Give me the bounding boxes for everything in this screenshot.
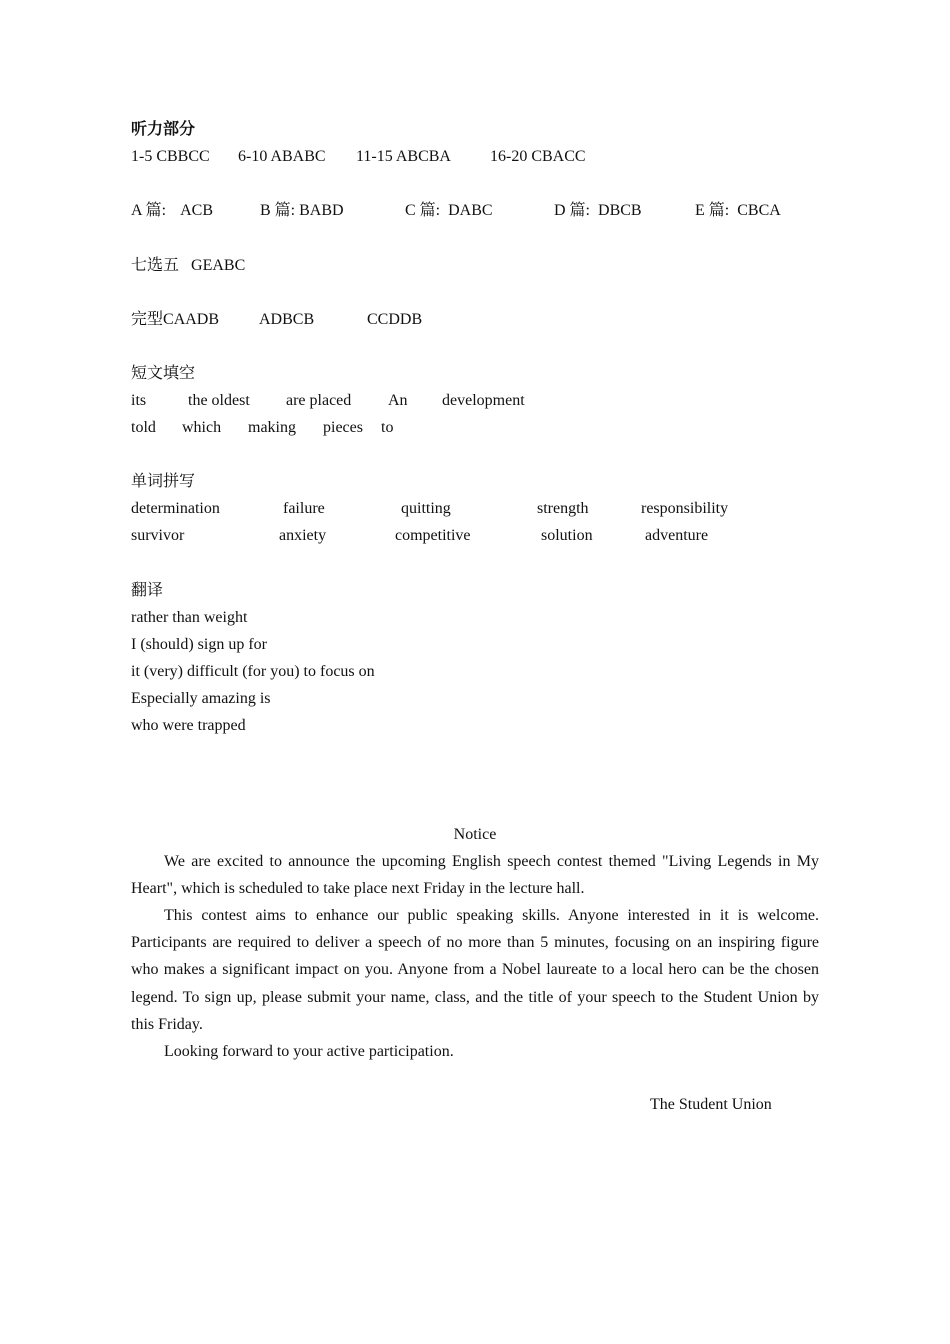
passage-label: D 篇: — [554, 202, 591, 219]
translation-heading: 翻译 — [131, 582, 164, 599]
reading-passage-d — [554, 201, 642, 221]
notice-paragraph-3: Looking forward to your active participation. — [164, 1043, 454, 1060]
notice-title: Notice — [453, 826, 497, 843]
short-fill-word: which — [182, 419, 222, 436]
spelling-word: adventure — [645, 527, 709, 544]
cloze-group: ADBCB — [259, 311, 315, 328]
listening-group: 16-20 CBACC — [490, 148, 586, 165]
translation-line: I (should) sign up for — [131, 636, 267, 653]
passage-answer: DABC — [448, 202, 493, 219]
spelling-word: quitting — [401, 500, 451, 517]
passage-answer: ACB — [180, 202, 214, 219]
spelling-word: strength — [537, 500, 589, 517]
listening-group: 6-10 ABABC — [238, 148, 326, 165]
spelling-word: failure — [283, 500, 325, 517]
cloze-group: CCDDB — [367, 311, 423, 328]
passage-label: A 篇: — [131, 202, 167, 219]
translation-line: Especially amazing is — [131, 690, 271, 707]
short-fill-word: told — [131, 419, 156, 436]
listening-heading: 听力部分 — [131, 121, 196, 138]
reading-passage-b — [260, 201, 344, 221]
spelling-word: survivor — [131, 527, 185, 544]
reading-passage-a — [131, 201, 213, 221]
spelling-word: competitive — [395, 527, 471, 544]
spelling-word: anxiety — [279, 527, 327, 544]
spelling-word: determination — [131, 500, 220, 517]
notice-paragraph-1: We are excited to announce the upcoming English speech contest themed "Living Legends in My Heart", which is scheduled to take place next Friday in the lecture hall. — [131, 853, 819, 898]
passage-answer: CBCA — [737, 202, 781, 219]
reading-passage-e — [695, 201, 781, 221]
short-fill-word: the oldest — [188, 392, 250, 409]
spelling-word: solution — [541, 527, 593, 544]
seven-five-answer: GEABC — [191, 257, 246, 274]
passage-label: B 篇: — [260, 202, 296, 219]
spelling-word: responsibility — [641, 500, 729, 517]
cloze-group: CAADB — [163, 311, 220, 328]
translation-line: it (very) difficult (for you) to focus on — [131, 663, 375, 680]
cloze-row — [131, 310, 219, 330]
seven-five-row — [131, 256, 245, 276]
short-fill-word: are placed — [286, 392, 352, 409]
listening-group: 11-15 ABCBA — [356, 148, 451, 165]
passage-answer: DBCB — [598, 202, 642, 219]
passage-label: E 篇: — [695, 202, 730, 219]
short-fill-word: to — [381, 419, 394, 436]
reading-passage-c — [405, 201, 493, 221]
notice-paragraph-2: This contest aims to enhance our public speaking skills. Anyone interested in it is welcome. Participants are required to deliver a speech of no more than 5 minutes, focusing on an inspiring figure who makes a significant impact on you. Anyone from a Nobel laureate to a local hero can be the chosen legend. To sign up, please submit your name, class, and the title of your speech to the Student Union by this Friday. — [131, 907, 819, 1033]
listening-group: 1-5 CBBCC — [131, 148, 210, 165]
translation-line: rather than weight — [131, 609, 248, 626]
seven-five-label: 七选五 — [131, 257, 180, 274]
notice-signature: The Student Union — [650, 1096, 772, 1113]
spelling-heading: 单词拼写 — [131, 473, 196, 490]
short-fill-heading: 短文填空 — [131, 365, 196, 382]
short-fill-word: its — [131, 392, 147, 409]
short-fill-word: development — [442, 392, 525, 409]
short-fill-word: pieces — [323, 419, 363, 436]
short-fill-word: making — [248, 419, 296, 436]
short-fill-word: An — [388, 392, 408, 409]
cloze-label: 完型 — [131, 311, 164, 328]
translation-line: who were trapped — [131, 717, 246, 734]
passage-label: C 篇: — [405, 202, 441, 219]
passage-answer: BABD — [299, 202, 344, 219]
